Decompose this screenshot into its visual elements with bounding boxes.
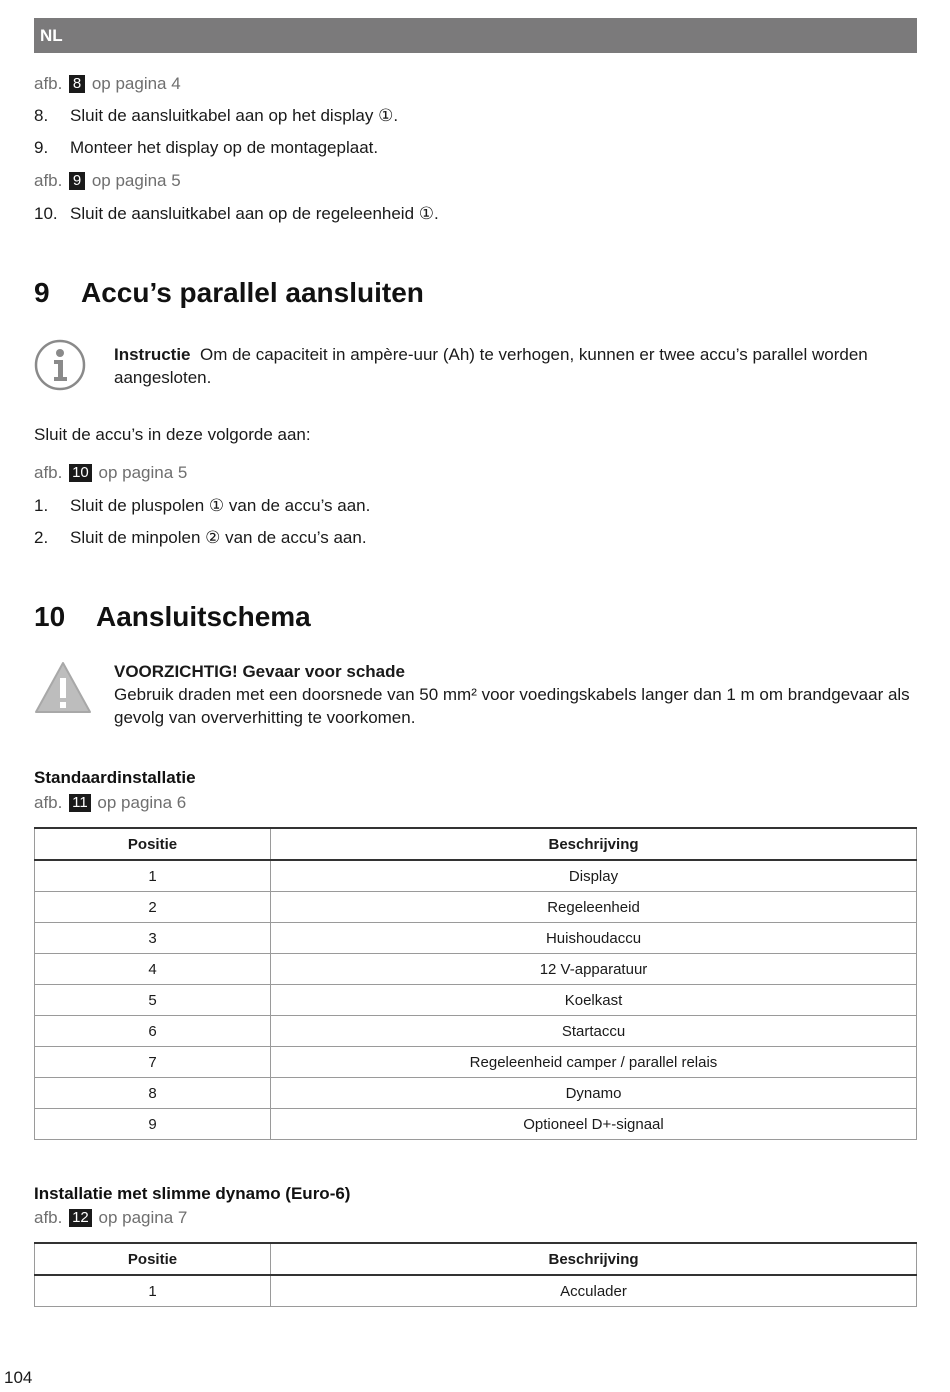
step-text: Sluit de aansluitkabel aan op het display ①. [70,106,399,125]
figure-ref-page: op pagina 4 [91,74,181,93]
description-cell: Acculader [271,1275,917,1307]
position-cell: 1 [35,1275,271,1307]
figure-ref-prefix: afb. [34,463,63,482]
warning-title: VOORZICHTIG! Gevaar voor schade [114,662,405,681]
column-header-description: Beschrijving [271,1243,917,1275]
table-header-row [35,1243,917,1275]
step-text: Sluit de pluspolen ① van de accu’s aan. [70,496,371,515]
list-item [34,495,370,517]
step-text: Monteer het display op de montageplaat. [70,138,379,157]
description-cell: Display [271,860,917,892]
step-number: 1. [34,496,49,515]
position-cell: 9 [35,1109,271,1140]
note-label: Instructie [114,345,191,364]
position-cell: 3 [35,923,271,954]
language-code: NL [40,26,63,45]
language-header-bar [34,18,917,53]
table-row [35,985,917,1016]
description-cell: Koelkast [271,985,917,1016]
figure-reference [34,1207,187,1229]
section-title: Aansluitschema [96,601,311,632]
position-cell: 4 [35,954,271,985]
figure-reference [34,792,186,814]
position-cell: 8 [35,1078,271,1109]
position-cell: 5 [35,985,271,1016]
step-text: Sluit de minpolen ② van de accu’s aan. [70,528,367,547]
intro-text: Sluit de accu’s in deze volgorde aan: [34,425,311,444]
standard-installation-table [34,827,917,1140]
table-row [35,1047,917,1078]
figure-number-badge: 8 [69,75,85,93]
figure-reference [34,462,187,484]
section-number: 10 [34,601,66,632]
description-cell: Regeleenheid [271,892,917,923]
position-cell: 7 [35,1047,271,1078]
table-row [35,954,917,985]
figure-ref-page: op pagina 5 [98,463,188,482]
figure-number-badge: 10 [69,464,92,482]
table-row [35,1275,917,1307]
description-cell: Dynamo [271,1078,917,1109]
description-cell: 12 V-apparatuur [271,954,917,985]
warning-triangle-icon [33,660,93,716]
figure-ref-prefix: afb. [34,1208,63,1227]
list-item [34,105,398,127]
column-header-position: Positie [35,1243,271,1275]
figure-ref-page: op pagina 5 [91,171,181,190]
table-header-row [35,828,917,860]
note-text: Om de capaciteit in ampère-uur (Ah) te verhogen, kunnen er twee accu’s parallel worden aangesloten. [114,345,868,387]
column-header-position: Positie [35,828,271,860]
position-cell: 1 [35,860,271,892]
list-item [34,137,378,159]
figure-ref-page: op pagina 7 [98,1208,188,1227]
list-item [34,527,367,549]
euro6-installation-table [34,1242,917,1307]
figure-number-badge: 11 [69,794,91,812]
warning-note [114,660,919,729]
figure-ref-prefix: afb. [34,793,63,812]
list-item [34,203,439,225]
section-heading [34,600,311,634]
step-number: 8. [34,106,49,125]
warning-text: Gebruik draden met een doorsnede van 50 mm² voor voedingskabels langer dan 1 m om brandgevaar als gevolg van oververhitting te voorkomen. [114,685,910,727]
description-cell: Startaccu [271,1016,917,1047]
table-row [35,860,917,892]
subsection-heading: Installatie met slimme dynamo (Euro-6) [34,1184,351,1203]
figure-reference [34,170,181,192]
section-number: 9 [34,277,50,308]
figure-reference [34,73,181,95]
info-icon [34,339,86,391]
instruction-note [114,343,904,389]
description-cell: Huishoudaccu [271,923,917,954]
step-number: 10. [34,204,58,223]
step-text: Sluit de aansluitkabel aan op de regeleenheid ①. [70,204,439,223]
column-header-description: Beschrijving [271,828,917,860]
description-cell: Optioneel D+-signaal [271,1109,917,1140]
step-number: 9. [34,138,49,157]
table-row [35,1016,917,1047]
table-row [35,923,917,954]
figure-ref-page: op pagina 6 [97,793,187,812]
figure-number-badge: 9 [69,172,85,190]
section-title: Accu’s parallel aansluiten [81,277,424,308]
figure-number-badge: 12 [69,1209,92,1227]
description-cell: Regeleenheid camper / parallel relais [271,1047,917,1078]
section-heading [34,276,424,310]
table-row [35,1109,917,1140]
figure-ref-prefix: afb. [34,74,63,93]
table-row [35,892,917,923]
figure-ref-prefix: afb. [34,171,63,190]
subsection-heading: Standaardinstallatie [34,768,196,787]
table-row [35,1078,917,1109]
step-number: 2. [34,528,49,547]
position-cell: 2 [35,892,271,923]
page-number: 104 [4,1368,33,1387]
position-cell: 6 [35,1016,271,1047]
